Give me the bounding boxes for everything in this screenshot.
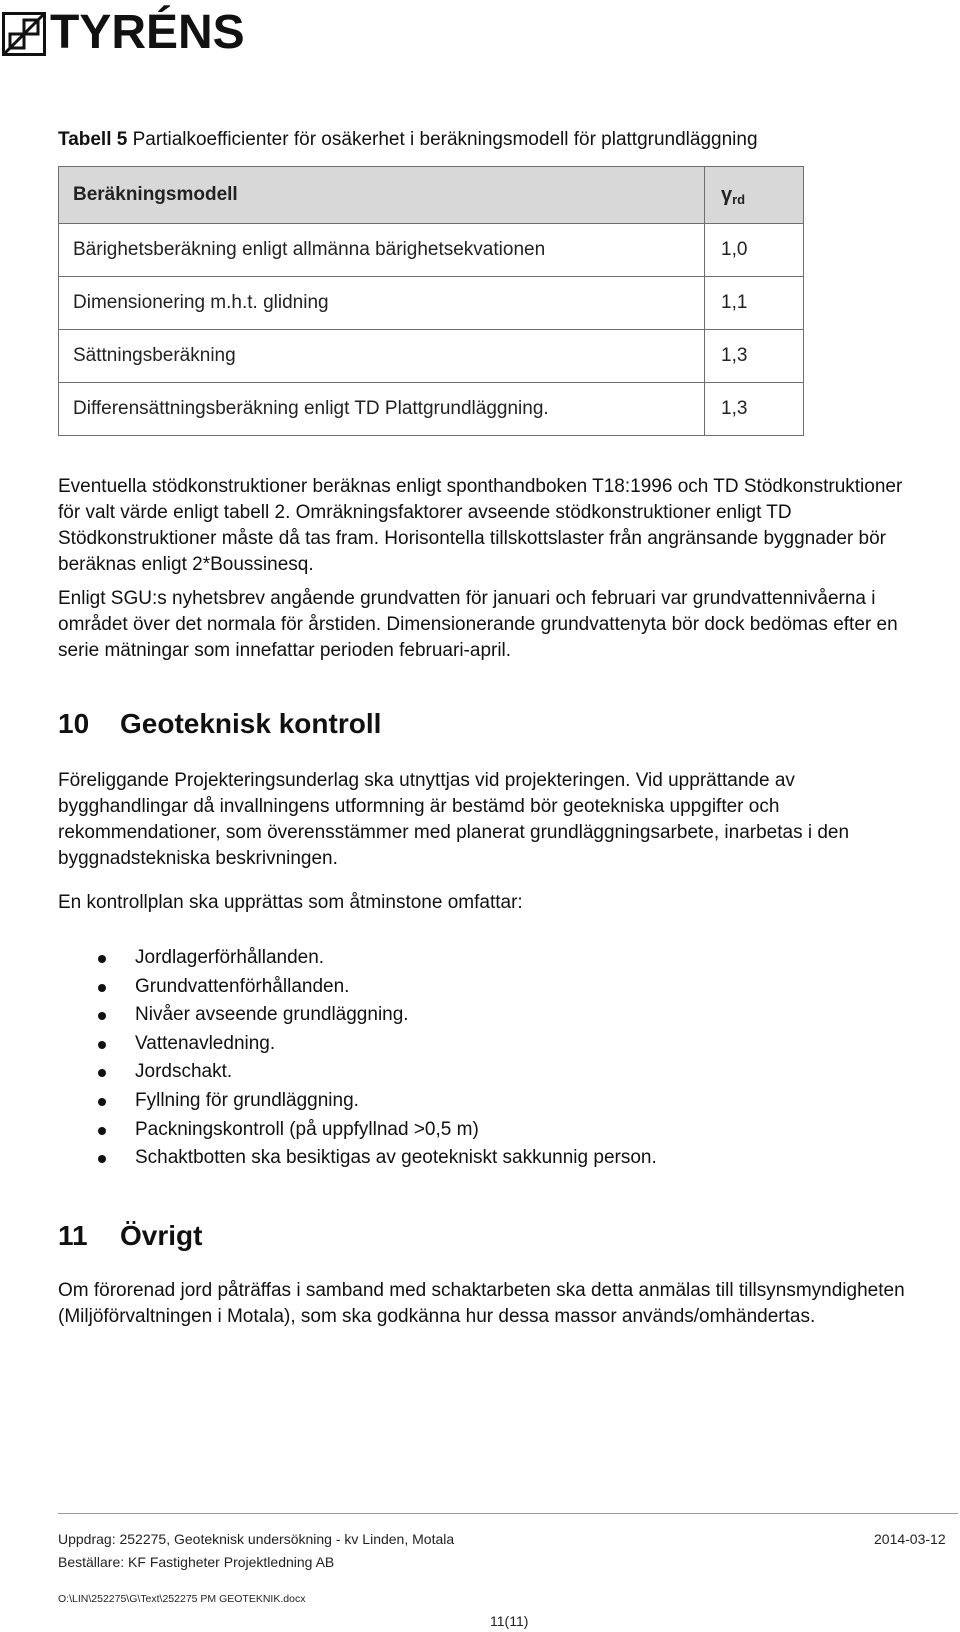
tyrens-logo-mark-icon [2,12,46,56]
list-item: Fyllning för grundläggning. [58,1087,657,1116]
cell-value: 1,0 [705,224,804,277]
section-number: 11 [58,1220,88,1251]
table-header-row [59,167,804,224]
cell-value: 1,1 [705,277,804,330]
table-row [59,330,804,383]
header-gamma: $\gamma_{rd}$ [705,167,804,224]
footer-page-number: 11(11) [490,1613,529,1629]
list-item: Nivåer avseende grundläggning. [58,1001,657,1030]
paragraph-control-plan: En kontrollplan ska upprättas som åtminstone omfattar: [58,892,523,913]
footer-client: Beställare: KF Fastigheter Projektledning AB [58,1554,335,1570]
table-row [59,224,804,277]
paragraph-support-structures: Eventuella stödkonstruktioner beräknas enligt sponthandboken T18:1996 och TD Stödkonstruktioner för valt värde enligt tabell 2. Omräkningsfaktorer avseende stödkonstruktioner enligt TD Stödkonstruktioner måste då tas fram. Horisontella tillskottslaster från angränsande byggnader bör beräknas enligt 2*Boussinesq. [58,476,903,575]
tyrens-logo [2,8,264,58]
paragraph-control-intro: Föreliggande Projekteringsunderlag ska utnyttjas vid projekteringen. Vid upprättande av bygghandlingar då invallningens utformning är bestämd bör geotekniska uppgifter och rekommendationer, som överensstämmer med planerat grundläggningsarbete, inarbetas i den byggnadstekniska beskrivningen. [58,770,850,869]
section-heading-11 [58,1220,202,1252]
section-heading-10 [58,708,381,740]
cell-model: Sättningsberäkning [59,330,705,383]
cell-model: Differensättningsberäkning enligt TD Plattgrundläggning. [59,383,705,436]
section-title: Geoteknisk kontroll [120,708,382,739]
list-item: Vattenavledning. [58,1030,657,1059]
list-item: Grundvattenförhållanden. [58,973,657,1002]
footer-date: 2014-03-12 [874,1531,946,1547]
list-item: Jordschakt. [58,1058,657,1087]
cell-model: Bärighetsberäkning enligt allmänna bärighetsekvationen [59,224,705,277]
logo-wordmark: TYRÉNS [50,6,245,59]
table-caption [58,128,758,152]
paragraph-contaminated-soil: Om förorenad jord påträffas i samband med schaktarbeten ska detta anmälas till tillsynsmyndigheten (Miljöförvaltningen i Motala), som ska godkänna hur dessa massor används/omhändertas. [58,1280,905,1327]
table-caption-label: Tabell 5 [58,129,128,150]
list-item: Packningskontroll (på uppfyllnad >0,5 m) [58,1116,657,1145]
footer-assignment: Uppdrag: 252275, Geoteknisk undersökning - kv Linden, Motala [58,1531,455,1547]
table-caption-text: Partialkoefficienter för osäkerhet i beräkningsmodell för plattgrundläggning [132,129,758,150]
control-plan-list [58,944,657,1173]
cell-value: 1,3 [705,383,804,436]
section-number: 10 [58,708,90,739]
table-row [59,277,804,330]
partial-coefficient-table [58,166,804,436]
section-title: Övrigt [120,1220,203,1251]
table-row [59,383,804,436]
header-model: Beräkningsmodell [59,167,705,224]
footer-file-path: O:\LIN\252275\G\Text\252275 PM GEOTEKNIK.docx [58,1593,306,1605]
cell-model: Dimensionering m.h.t. glidning [59,277,705,330]
paragraph-groundwater: Enligt SGU:s nyhetsbrev angående grundvatten för januari och februari var grundvattennivåerna i området över det normala för årstiden. Dimensionerande grundvattenyta bör dock bedömas efter en serie mätningar som innefattar perioden februari-april. [58,588,898,661]
cell-value: 1,3 [705,330,804,383]
list-item: Jordlagerförhållanden. [58,944,657,973]
list-item: Schaktbotten ska besiktigas av geotekniskt sakkunnig person. [58,1144,657,1173]
footer-divider [58,1513,958,1514]
